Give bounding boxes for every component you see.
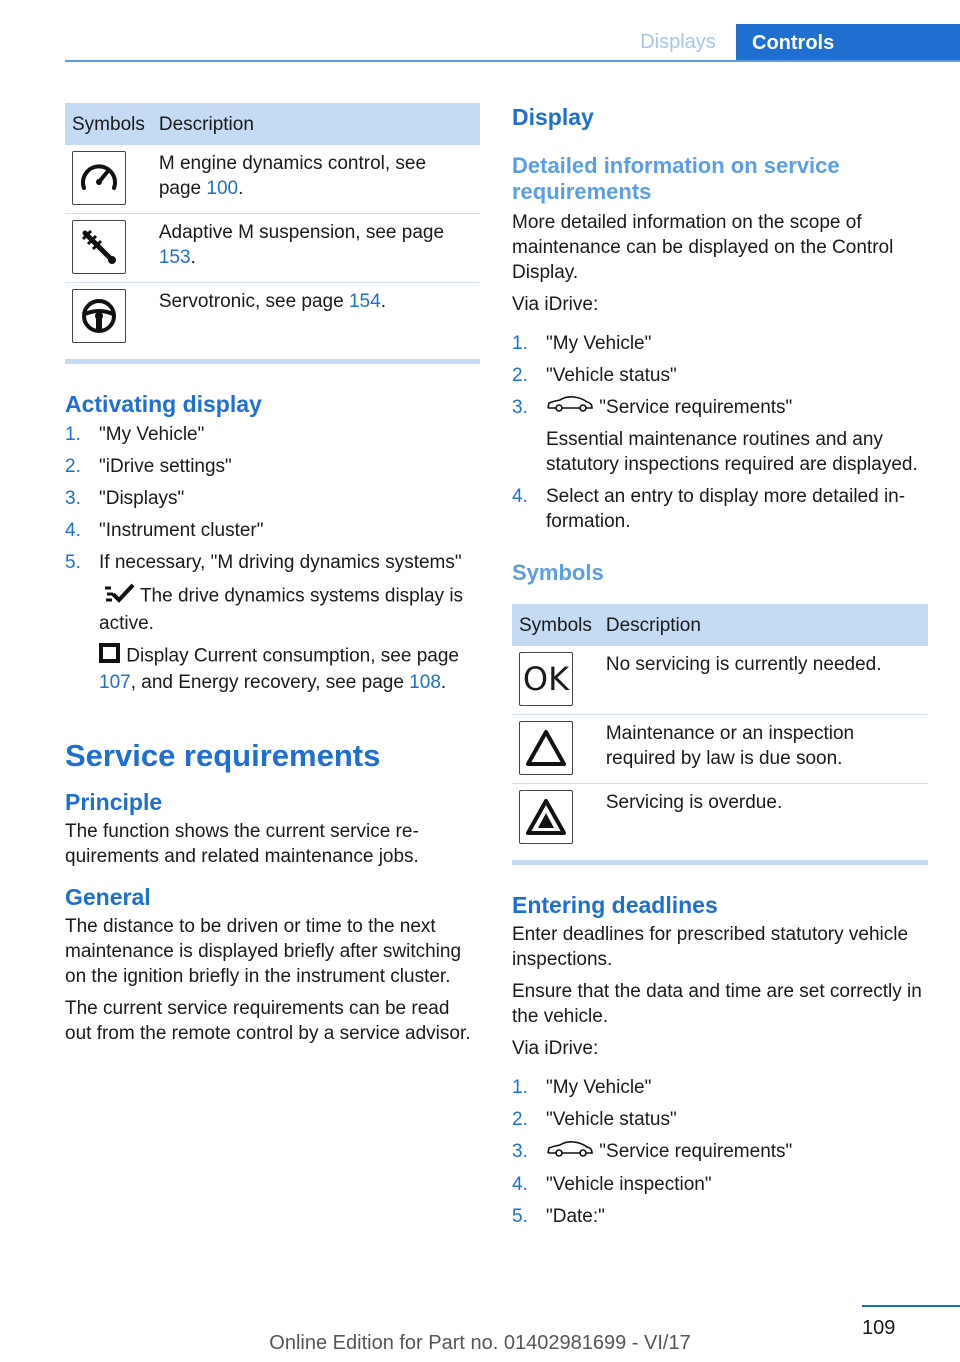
- general-text-1: The distance to be driven or time to the next maintenance is displayed briefly after switching on the ignition briefly in the instrument cluster.: [65, 916, 462, 987]
- principle-text: The function shows the current service requirements and related maintenance jobs.: [65, 821, 419, 867]
- ok-icon: OK: [519, 652, 573, 706]
- list-item: 3. "Displays": [65, 488, 185, 509]
- table-row: [65, 283, 480, 352]
- col-description-header: Description: [599, 604, 928, 646]
- col-symbols-header: Symbols: [65, 103, 152, 145]
- description-cell: Adaptive M suspension, see page 153.: [152, 214, 480, 283]
- car-icon: [546, 1140, 594, 1165]
- list-item: 3. "Service requirements" Essential maintenance routines and any statutory inspections required are displayed.: [512, 395, 928, 477]
- list-item: 2. "Vehicle status": [512, 365, 677, 386]
- edition-footer: Online Edition for Part no. 01402981699 - VI/17: [269, 1332, 691, 1354]
- list-item: 5. "Date:": [512, 1205, 605, 1227]
- list-item: 4. "Vehicle inspection": [512, 1173, 712, 1195]
- list-item: 1. "My Vehicle": [512, 333, 652, 354]
- via-idrive-label: Via iDrive:: [512, 294, 599, 315]
- service-requirements-title: Service requirements: [65, 738, 381, 773]
- page-ref-link[interactable]: 107: [99, 672, 131, 693]
- warning-triangle-icon: [519, 721, 573, 775]
- col-description-header: Description: [152, 103, 480, 145]
- description-cell: Servicing is overdue.: [605, 792, 783, 814]
- suspension-wrench-icon: [72, 220, 126, 274]
- description-cell: Servotronic, see page 154.: [158, 291, 386, 312]
- description-cell: M engine dynamics control, see page 100.: [152, 145, 480, 214]
- deadlines-text-1: Enter deadlines for prescribed statutory vehicle inspections.: [512, 924, 909, 971]
- list-item: 5. If necessary, "M driving dynamics systems" The drive dynamics systems display is active. Display Current consumption, see page 107, and Energy recovery, see page 108.: [65, 550, 480, 695]
- overdue-triangle-icon: [519, 790, 573, 844]
- footer-rule: [862, 1305, 960, 1307]
- general-heading: General: [65, 884, 151, 910]
- steering-wheel-icon: [72, 289, 126, 343]
- page-ref-link[interactable]: 100: [206, 178, 239, 199]
- detailed-info-heading: Detailed information on service requirements: [512, 153, 840, 204]
- display-heading: Display: [512, 104, 594, 130]
- service-steps-list: [512, 331, 928, 534]
- principle-heading: Principle: [65, 789, 163, 815]
- drive-dynamics-check-icon: [101, 582, 135, 611]
- step3-note: Essential maintenance routines and any statutory inspections required are displayed.: [546, 429, 918, 476]
- table-row: [512, 646, 928, 715]
- right-column: [512, 103, 928, 1229]
- table-row: [65, 214, 480, 283]
- activating-steps-list: [65, 422, 480, 695]
- detailed-info-text: More detailed information on the scope of maintenance can be displayed on the Control Display.: [512, 212, 894, 283]
- consumption-note: Display Current consumption, see page 107, and Energy recovery, see page 108.: [99, 643, 480, 695]
- table-row: [512, 715, 928, 784]
- table-end-rule: [65, 359, 480, 364]
- list-item: 1. "My Vehicle": [512, 1077, 652, 1099]
- service-symbols-table: [512, 604, 928, 852]
- entering-deadlines-heading: Entering deadlines: [512, 892, 718, 919]
- col-symbols-header: Symbols: [512, 604, 599, 646]
- page-ref-link[interactable]: 154: [348, 291, 381, 312]
- square-display-icon: [99, 643, 121, 670]
- via-idrive-label: Via iDrive:: [512, 1038, 599, 1060]
- symbols-heading: Symbols: [512, 560, 604, 586]
- list-item: 3. "Service requirements": [512, 1139, 928, 1164]
- deadlines-text-2: Ensure that the data and time are set correctly in the vehicle.: [512, 981, 922, 1028]
- activating-display-heading: Activating display: [65, 391, 262, 417]
- car-icon: [546, 395, 594, 420]
- table-end-rule: [512, 860, 928, 865]
- page-number: 109: [862, 1317, 896, 1339]
- page-ref-link[interactable]: 153: [158, 247, 191, 268]
- list-item: 1. "My Vehicle": [65, 424, 205, 445]
- list-item: 2. "Vehicle status": [512, 1109, 677, 1131]
- header-section-tab: Displays: [640, 31, 716, 53]
- table-row: [65, 145, 480, 214]
- table-row: [512, 784, 928, 853]
- driving-dynamics-symbols-table: [65, 103, 480, 351]
- description-cell: No servicing is currently needed.: [599, 646, 928, 715]
- deadline-steps-list: [512, 1075, 928, 1228]
- page-ref-link[interactable]: 108: [409, 672, 441, 693]
- drive-dynamics-note: The drive dynamics systems display is active.: [99, 582, 480, 636]
- list-item: 4. "Instrument cluster": [65, 520, 264, 541]
- left-column: [65, 103, 480, 1046]
- header-rule: [65, 60, 960, 62]
- general-text-2: The current service requirements can be read out from the remote control by a service advisor.: [65, 998, 471, 1044]
- list-item: 4. Select an entry to display more detailed information.: [512, 486, 906, 533]
- header-chapter-tab: Controls: [736, 24, 960, 62]
- description-cell: Maintenance or an inspection required by law is due soon.: [599, 715, 928, 784]
- speedometer-gauge-icon: [72, 151, 126, 205]
- list-item: 2. "iDrive settings": [65, 456, 232, 477]
